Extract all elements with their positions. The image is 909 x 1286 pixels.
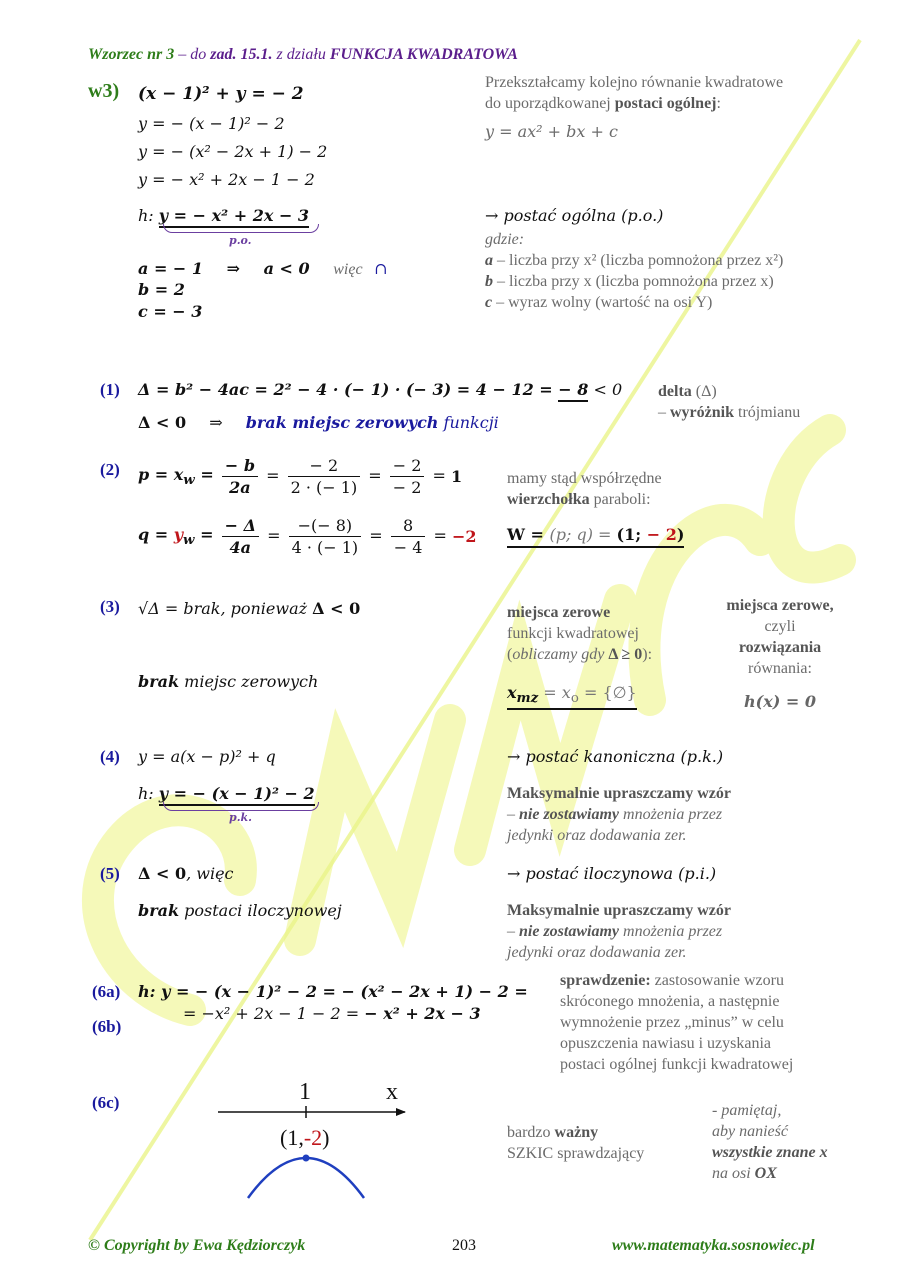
remember-note	[712, 1100, 828, 1184]
product-title: → postać iloczynowa (p.i.)	[507, 864, 717, 883]
w3-label: w3)	[88, 80, 120, 102]
footer-copyright: © Copyright by Ewa Kędziorczyk	[88, 1237, 306, 1254]
delta-word: delta	[658, 383, 692, 400]
intro-line2c: :	[716, 95, 721, 112]
q-f2d: 4 · (− 1)	[291, 538, 359, 557]
a-line: a = − 1	[138, 259, 204, 278]
q-f2n: −(− 8)	[289, 516, 362, 537]
delta-neg-3: Δ < 0	[138, 864, 187, 883]
x-letter: x	[507, 683, 517, 702]
vertex-note-line2	[507, 489, 662, 510]
check-result: − x² + 2x − 3	[364, 1004, 481, 1023]
h-general-formula: y = − x² + 2x − 3	[159, 206, 309, 228]
q-frac2	[289, 516, 362, 557]
canonical-title: → postać kanoniczna (p.k.)	[507, 747, 724, 766]
w3-line3: y = − (x² − 2x + 1) − 2	[138, 142, 328, 161]
delta-conclusion	[138, 413, 499, 432]
intro-note	[485, 72, 783, 114]
mnozenia-2: mnożenia przez	[619, 923, 723, 940]
intro-line2b: postaci ogólnej	[614, 95, 717, 112]
cap-down-icon: ∩	[374, 259, 388, 278]
a-negative: a < 0	[263, 259, 310, 278]
w-pq: (p; q)	[549, 525, 593, 544]
p-f2d: 2 · (− 1)	[290, 478, 358, 497]
product-line2	[138, 901, 342, 920]
delta-note-line1	[658, 381, 800, 402]
simplify-line2-b	[507, 921, 731, 942]
x-o: = x	[538, 683, 571, 702]
remember-4a: na osi	[712, 1165, 755, 1182]
obliczamy: obliczamy gdy	[512, 646, 605, 663]
delta-note	[658, 381, 800, 423]
step6b-label: (6b)	[92, 1017, 122, 1036]
w3-line1: (x − 1)² + y = − 2	[138, 84, 304, 104]
check-note-1: zastosowanie wzoru	[650, 972, 784, 989]
header-from: z działu	[272, 46, 330, 63]
dash-2: –	[507, 806, 519, 823]
nie-zostawiamy-2: nie zostawiamy	[519, 923, 620, 940]
delta-symbol: (Δ)	[691, 383, 717, 400]
p-frac1	[222, 456, 258, 497]
a-letter: a	[485, 252, 493, 269]
vertex-formula	[507, 525, 684, 548]
paren-close: ):	[642, 646, 653, 663]
delta-note-line2	[658, 402, 800, 423]
eq-note-5: h(x) = 0	[744, 692, 816, 711]
step1-label: (1)	[100, 380, 120, 399]
b-desc: – liczba przy x (liczba pomnożona przez x)	[497, 273, 774, 290]
remember-4b: OX	[754, 1165, 777, 1182]
delta-neg-2: Δ < 0	[312, 599, 361, 618]
intro-line2a: do uporządkowanej	[485, 95, 615, 112]
brak-word: brak	[138, 672, 180, 691]
check-line2a: = −x² + 2x − 1 − 2 =	[183, 1004, 365, 1023]
q-f3d: − 4	[393, 538, 423, 557]
vertex-point	[303, 1155, 310, 1162]
eq-note-3: rozwiązania	[738, 639, 822, 656]
remember-2: aby nanieść	[712, 1123, 788, 1140]
axis-label: x	[386, 1079, 398, 1105]
a-desc-line	[485, 250, 783, 271]
q-sub: w	[183, 532, 195, 549]
simplify-title-2: Maksymalnie upraszczamy wzór	[507, 902, 731, 919]
c-desc: – wyraz wolny (wartość na osi Y)	[496, 294, 713, 311]
intro-formula: y = ax² + bx + c	[485, 122, 618, 141]
step2-label: (2)	[100, 460, 120, 479]
q-lhs: q =	[138, 524, 174, 544]
eq-note-2: czyli	[764, 618, 796, 635]
implies-arrow-2: ⇒	[209, 413, 223, 432]
step6a-label: (6a)	[92, 982, 121, 1001]
h-canonical-formula: y = − (x − 1)² − 2	[159, 784, 315, 806]
canonical-note	[507, 783, 731, 846]
q-f3n: 8	[391, 516, 426, 537]
a-desc: – liczba przy x² (liczba pomnożona przez x²)	[497, 252, 784, 269]
canonical-h-line	[138, 784, 315, 803]
funkcji-text: funkcji	[438, 413, 499, 432]
implies-arrow: ⇒	[226, 259, 241, 278]
p-f1n: − b	[222, 456, 258, 477]
nie-zostawiamy: nie zostawiamy	[519, 806, 620, 823]
wierzcholka: wierzchołka	[507, 491, 590, 508]
pk-tag: p.k.	[229, 811, 252, 824]
p-frac2	[288, 456, 361, 497]
p-f3n: − 2	[390, 456, 425, 477]
paraboli: paraboli:	[589, 491, 651, 508]
p-f1d: 2a	[229, 478, 251, 497]
product-note	[507, 900, 731, 963]
w-eq: =	[592, 525, 617, 544]
simplify-line3-b: jedynki oraz dodawania zer.	[507, 944, 687, 961]
b-desc-line	[485, 271, 774, 292]
product-line1	[138, 864, 234, 883]
zeros-note-title: miejsca zerowe	[507, 604, 611, 621]
header-task: zad. 15.1.	[210, 46, 273, 63]
eq-note-1: miejsca zerowe,	[726, 597, 834, 614]
trojmianu-word: trójmianu	[734, 404, 801, 421]
simplify-line2	[507, 804, 731, 825]
check-note-5: postaci ogólnej funkcji kwadratowej	[560, 1056, 794, 1073]
zeros-set-formula	[507, 683, 637, 710]
postaci-iloczynowej: postaci iloczynowej	[179, 901, 342, 920]
no-zeros-text: brak miejsc zerowych	[245, 413, 439, 432]
brak-word-2: brak	[138, 901, 180, 920]
po-brace	[163, 224, 319, 233]
zeros-note	[507, 602, 652, 665]
delta-geq: Δ ≥ 0	[604, 646, 643, 663]
p-frac3	[390, 456, 425, 497]
sqrt-delta-line	[138, 599, 360, 618]
wazny: ważny	[554, 1124, 599, 1141]
o-sub: o	[570, 691, 579, 707]
dash-3: –	[507, 923, 519, 940]
gdzie-label: gdzie:	[485, 231, 525, 248]
step5-label: (5)	[100, 864, 120, 883]
check-note	[560, 970, 793, 1075]
step6c-label: (6c)	[92, 1093, 120, 1112]
delta-formula	[138, 380, 622, 399]
wiec-2: , więc	[186, 864, 234, 883]
check-line1: h: y = − (x − 1)² − 2 = − (x² − 2x + 1) − 2 =	[138, 982, 528, 1001]
p-result: 1	[451, 467, 463, 486]
szkic-text: SZKIC sprawdzający	[507, 1145, 645, 1162]
w-val3: )	[676, 525, 685, 544]
header-mid: – do	[174, 46, 211, 63]
c-desc-line	[485, 292, 712, 313]
vertex-label-c: )	[322, 1125, 330, 1150]
w-letter: W =	[507, 525, 550, 544]
eq-note-4: równania:	[748, 660, 812, 677]
x-axis-arrow-icon	[396, 1108, 406, 1116]
mnozenia: mnożenia przez	[619, 806, 723, 823]
q-result: −2	[451, 527, 477, 546]
w3-line2: y = − (x − 1)² − 2	[138, 114, 285, 133]
c-value-line: c = − 3	[138, 302, 203, 321]
simplify-title: Maksymalnie upraszczamy wzór	[507, 785, 731, 802]
no-zeros-line	[138, 672, 318, 691]
w3-line4: y = − x² + 2x − 1 − 2	[138, 170, 315, 189]
dash: –	[658, 404, 670, 421]
parabola-curve	[248, 1158, 364, 1198]
p-lhs: p = x	[138, 464, 184, 484]
miejsc-zerowych: miejsc zerowych	[179, 672, 319, 691]
h-prefix: h:	[138, 206, 154, 225]
bardzo: bardzo	[507, 1124, 555, 1141]
delta-tail: < 0	[588, 380, 623, 399]
header-topic: FUNKCJA KWADRATOWA	[329, 46, 518, 63]
q-formula: $q = y_w$ = $\frac{- \Delta}{4a}$ = $\frac{-(- 8)}{4 \cdot (- 1)}$ = $\frac{8}{- 4}$ = −2	[138, 516, 477, 557]
mz-sub: mz	[516, 690, 539, 707]
vertex-note	[507, 468, 662, 510]
wiec-text: więc	[333, 261, 363, 278]
paren-open: (	[507, 646, 513, 663]
b-value-line: b = 2	[138, 280, 185, 299]
remember-1: - pamiętaj,	[712, 1102, 782, 1119]
q-y: y	[173, 524, 184, 544]
delta-neg: Δ < 0	[138, 413, 187, 432]
q-frac1	[222, 516, 259, 557]
check-note-4: opuszczenia nawiasu i uzyskania	[560, 1035, 772, 1052]
vertex-note-line1: mamy stąd współrzędne	[507, 470, 662, 487]
b-letter: b	[485, 273, 493, 290]
tick-label: 1	[299, 1079, 311, 1105]
vertex-label-b: -2	[303, 1125, 323, 1150]
sketch-note	[507, 1122, 644, 1164]
intro-line2	[485, 93, 783, 114]
w-val1: (1;	[616, 525, 642, 544]
p-f2n: − 2	[288, 456, 361, 477]
simplify-line3: jedynki oraz dodawania zer.	[507, 827, 687, 844]
w3-h-line	[138, 206, 309, 225]
page-number: 203	[452, 1237, 476, 1254]
sprawdzenie: sprawdzenie:	[560, 972, 651, 989]
check-note-2: skróconego mnożenia, a następnie	[560, 993, 780, 1010]
step3-label: (3)	[100, 597, 120, 616]
delta-result: − 8	[558, 380, 588, 402]
check-note-3: wymnożenie przez „minus” w celu	[560, 1014, 784, 1031]
a-value-line	[138, 259, 388, 279]
h-prefix-2: h:	[138, 784, 154, 803]
sqrt-delta-text: √Δ = brak, ponieważ	[138, 599, 313, 618]
w-val2: − 2	[641, 525, 677, 544]
equation-note	[700, 595, 860, 712]
q-frac3	[391, 516, 426, 557]
vertex-label-a: (1,	[280, 1125, 304, 1150]
p-sub: w	[183, 472, 195, 489]
header-prefix: Wzorzec nr 3	[88, 46, 175, 63]
empty-set: = {∅}	[578, 683, 637, 702]
zeros-note-line2: funkcji kwadratowej	[507, 625, 639, 642]
remember-3: wszystkie znane x	[712, 1144, 828, 1161]
delta-expr: Δ = b² − 4ac = 2² − 4 · (− 1) · (− 3) = 4 − 12 =	[138, 380, 559, 399]
pk-brace	[163, 802, 319, 811]
c-letter: c	[485, 294, 493, 311]
q-f1n: − Δ	[222, 516, 259, 537]
step4-label: (4)	[100, 747, 120, 766]
q-f1d: 4a	[229, 538, 252, 557]
vertex-label	[280, 1125, 329, 1151]
po-tag: p.o.	[229, 234, 252, 247]
general-form-title: → postać ogólna (p.o.)	[485, 206, 664, 225]
intro-line1: Przekształcamy kolejno równanie kwadratowe	[485, 74, 784, 91]
footer-url[interactable]: www.matematyka.sosnowiec.pl	[612, 1237, 815, 1254]
page-header	[88, 46, 518, 64]
zeros-note-line3	[507, 644, 652, 665]
check-line2	[183, 1004, 481, 1023]
canonical-general: y = a(x − p)² + q	[138, 747, 276, 766]
p-f3d: − 2	[392, 478, 422, 497]
wyroznik-word: wyróżnik	[670, 404, 734, 421]
p-formula: $p = x_w$ = $\frac{- b}{2a}$ = $\frac{- 2}{2 \cdot (- 1)}$ = $\frac{- 2}{- 2}$ = 1	[138, 456, 463, 497]
